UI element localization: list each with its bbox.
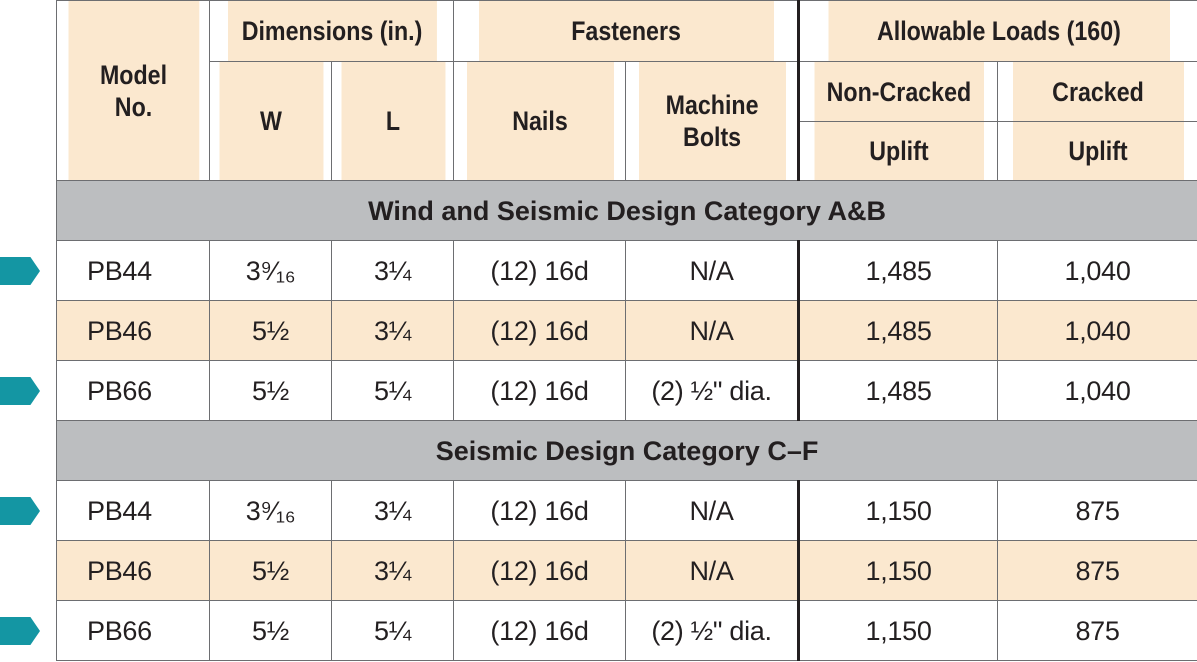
non-cracked-uplift-cell: 1,150 — [799, 541, 998, 601]
width-cell: 3⁹⁄₁₆ — [210, 481, 332, 541]
non-cracked-uplift-cell: 1,485 — [799, 301, 998, 361]
nails-cell: (12) 16d — [454, 361, 626, 421]
header-model-no: Model No. — [67, 1, 199, 181]
header-cracked: Cracked — [1012, 62, 1184, 122]
length-cell: 3¼ — [332, 241, 454, 301]
header-w: W — [218, 62, 323, 181]
bolts-cell: N/A — [626, 481, 799, 541]
width-cell: 5½ — [210, 601, 332, 661]
row-marker-arrow-icon — [0, 497, 40, 525]
bolts-cell: N/A — [626, 541, 799, 601]
nails-cell: (12) 16d — [454, 541, 626, 601]
nails-cell: (12) 16d — [454, 481, 626, 541]
bolts-cell: N/A — [626, 241, 799, 301]
section-title: Seismic Design Category C–F — [57, 421, 1197, 481]
cracked-uplift-cell: 1,040 — [998, 301, 1197, 361]
nails-cell: (12) 16d — [454, 301, 626, 361]
model-cell: PB44 — [57, 481, 210, 541]
cracked-uplift-cell: 1,040 — [998, 241, 1197, 301]
header-allowable-loads: Allowable Loads (160) — [826, 1, 1169, 62]
non-cracked-uplift-cell: 1,150 — [799, 481, 998, 541]
length-cell: 5¼ — [332, 361, 454, 421]
cracked-uplift-cell: 875 — [998, 601, 1197, 661]
bolts-cell: N/A — [626, 301, 799, 361]
length-cell: 5¼ — [332, 601, 454, 661]
width-cell: 5½ — [210, 541, 332, 601]
model-cell: PB44 — [57, 241, 210, 301]
header-nails: Nails — [466, 62, 614, 181]
cracked-uplift-cell: 875 — [998, 541, 1197, 601]
model-cell: PB46 — [57, 301, 210, 361]
header-fasteners: Fasteners — [478, 1, 775, 62]
model-cell: PB66 — [57, 361, 210, 421]
bolts-cell: (2) ½" dia. — [626, 601, 799, 661]
bolts-cell: (2) ½" dia. — [626, 361, 799, 421]
row-marker-arrow-icon — [0, 257, 40, 285]
allowable-loads-table — [56, 0, 1197, 661]
row-marker-arrow-icon — [0, 377, 40, 405]
non-cracked-uplift-cell: 1,150 — [799, 601, 998, 661]
header-machine-bolts: Machine Bolts — [638, 62, 787, 181]
non-cracked-uplift-cell: 1,485 — [799, 241, 998, 301]
non-cracked-uplift-cell: 1,485 — [799, 361, 998, 421]
model-cell: PB46 — [57, 541, 210, 601]
cracked-uplift-cell: 875 — [998, 481, 1197, 541]
nails-cell: (12) 16d — [454, 601, 626, 661]
header-l: L — [340, 62, 445, 181]
length-cell: 3¼ — [332, 481, 454, 541]
header-uplift-cracked: Uplift — [1012, 122, 1184, 181]
model-cell: PB66 — [57, 601, 210, 661]
header-non-cracked: Non-Cracked — [812, 62, 983, 122]
section-title: Wind and Seismic Design Category A&B — [57, 181, 1197, 241]
cracked-uplift-cell: 1,040 — [998, 361, 1197, 421]
width-cell: 5½ — [210, 301, 332, 361]
header-uplift-non-cracked: Uplift — [812, 122, 983, 181]
length-cell: 3¼ — [332, 301, 454, 361]
nails-cell: (12) 16d — [454, 241, 626, 301]
row-marker-arrow-icon — [0, 617, 40, 645]
width-cell: 3⁹⁄₁₆ — [210, 241, 332, 301]
width-cell: 5½ — [210, 361, 332, 421]
header-dimensions: Dimensions (in.) — [227, 1, 437, 62]
length-cell: 3¼ — [332, 541, 454, 601]
